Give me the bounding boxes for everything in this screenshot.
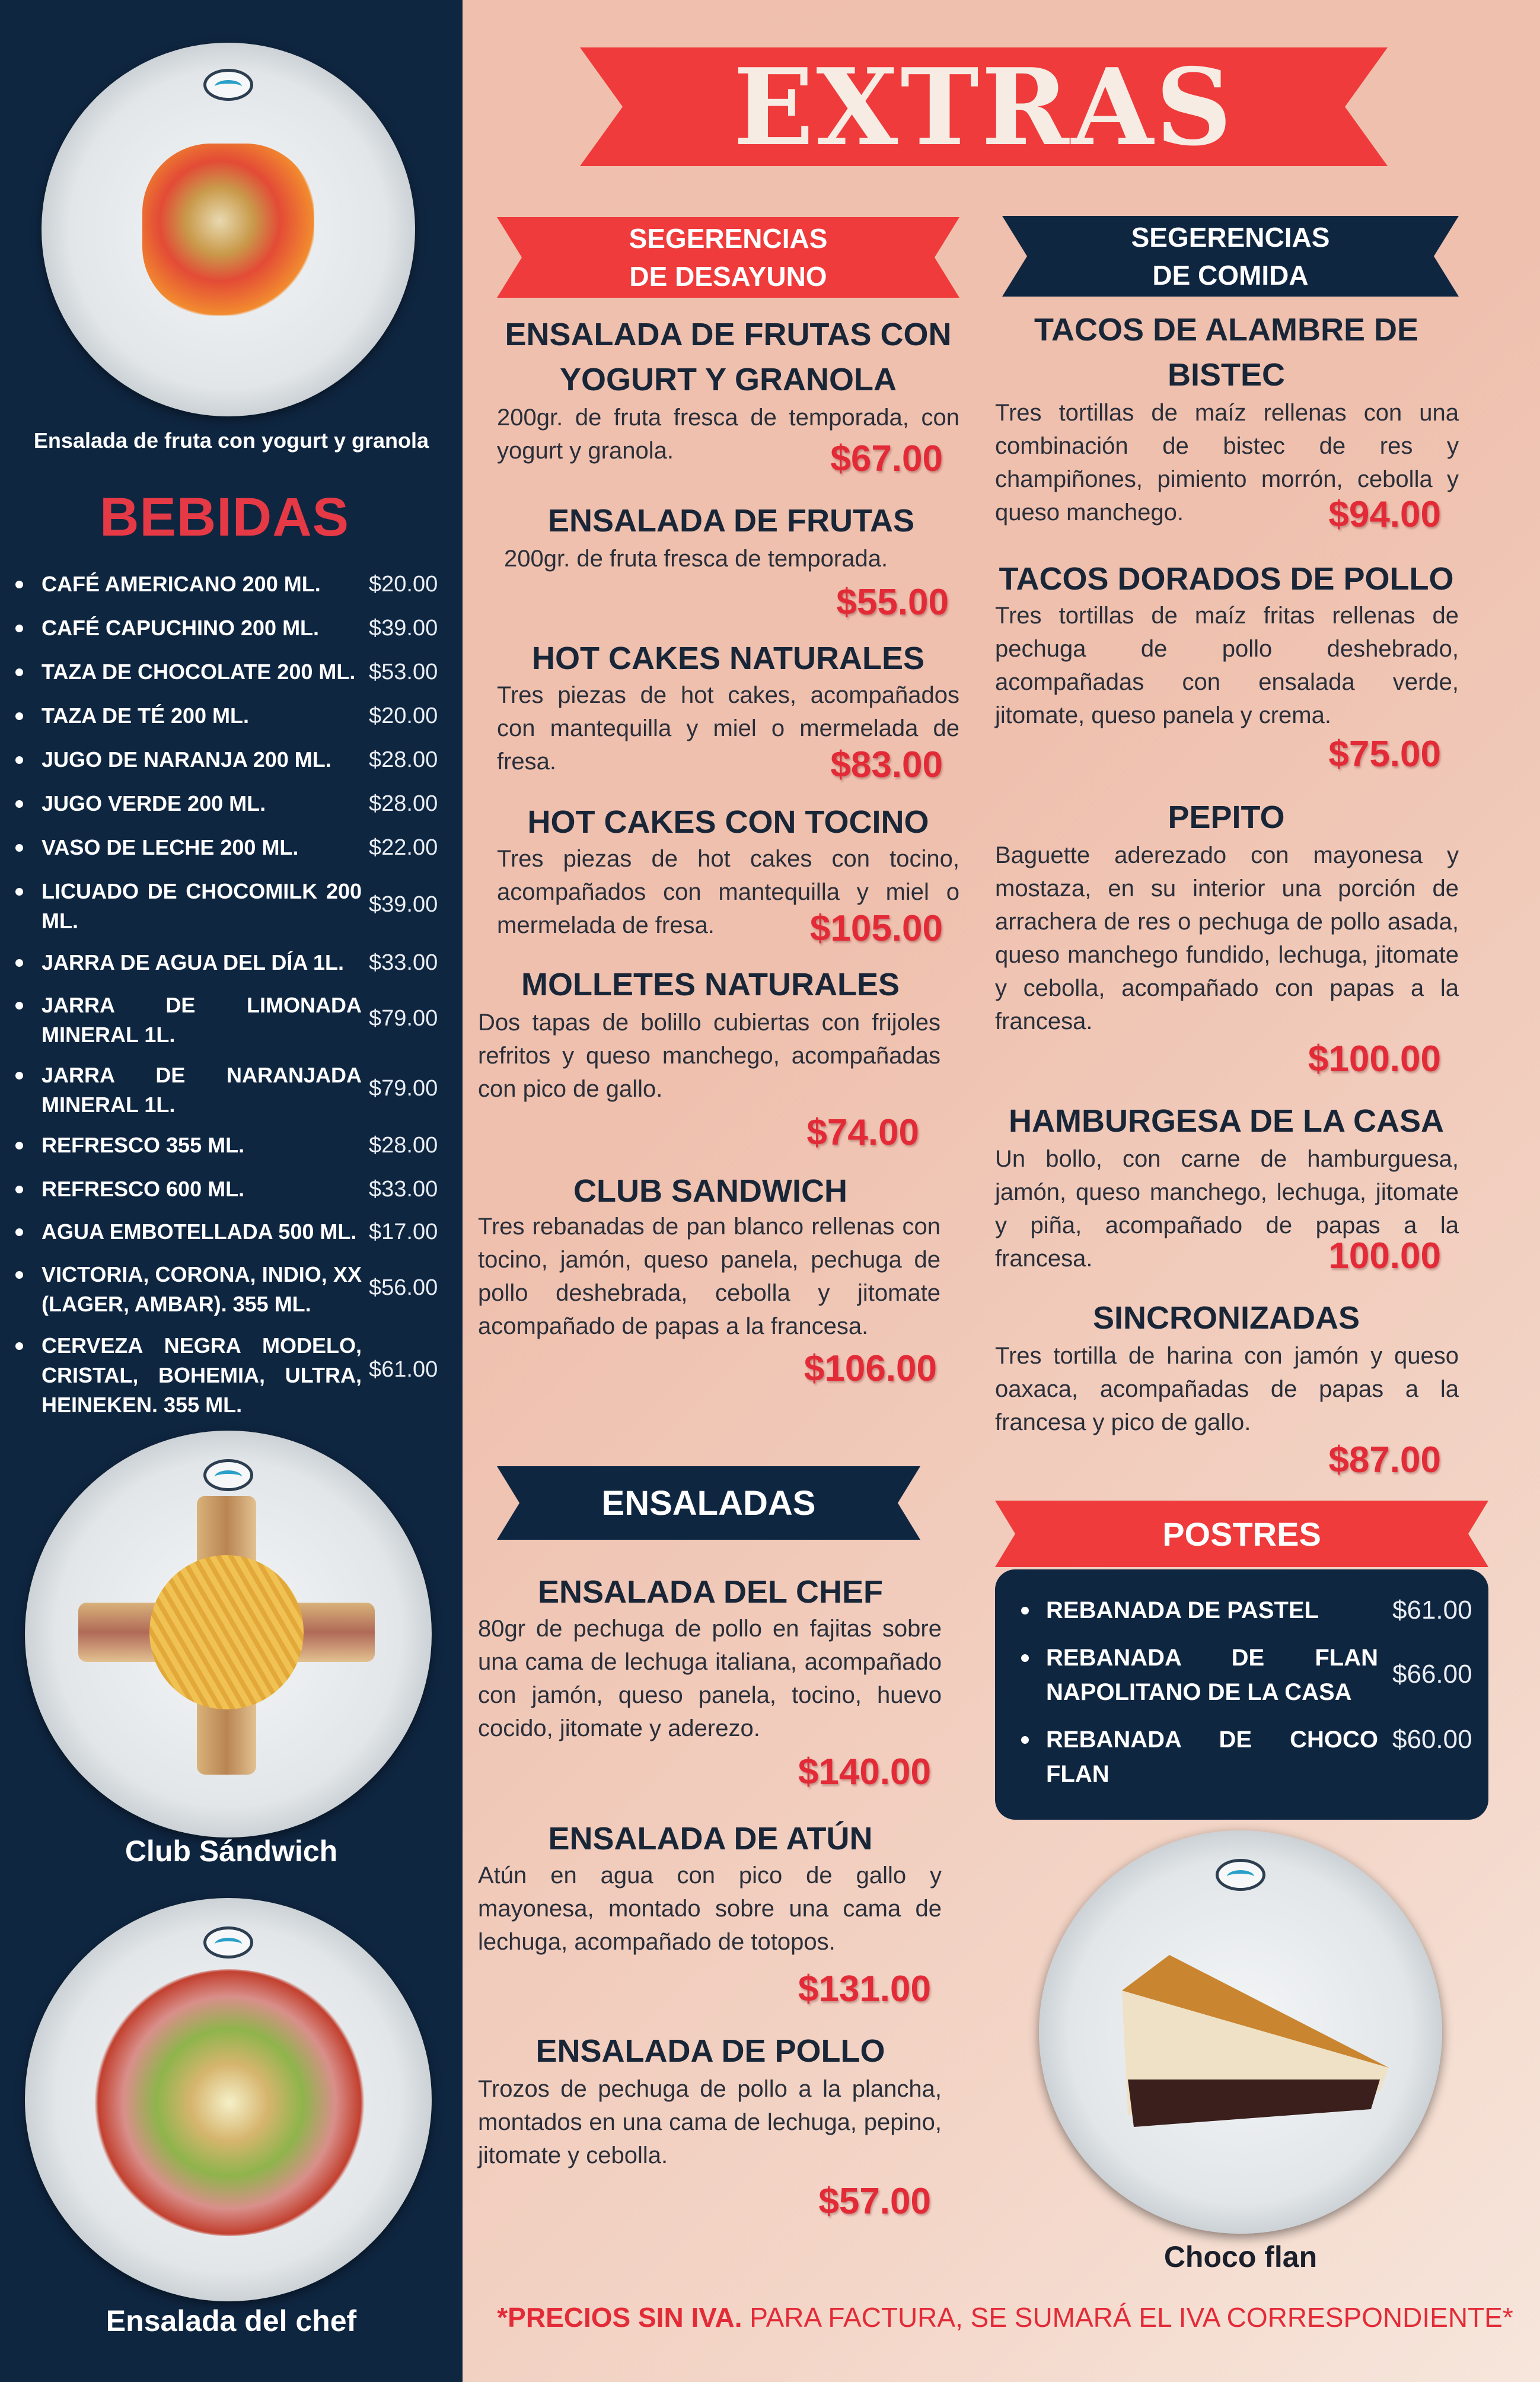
extras-banner [580,44,1388,169]
item-description: Tres tortillas de maíz rellenas con una combinación de bistec de res y champiñones, pimiento morrón, cebolla y queso manchego. [995,400,1459,526]
item-price: $94.00 [1328,494,1441,535]
item-price: $74.00 [806,1112,919,1153]
item-title: ENSALADA DE FRUTAS [548,503,914,539]
item-title: HOT CAKES NATURALES [531,641,924,676]
comida-banner [1002,216,1459,297]
item-title: SINCRONIZADAS [1092,1300,1360,1336]
item-price: $83.00 [830,744,943,785]
item-description: 80gr de pechuga de pollo en fajitas sobre una cama de lechuga italiana, acompañado con jamón, queso panela, tocino, huevo cocido, jitomate y aderezo. [478,1616,942,1741]
item-title: ENSALADA DE ATÚN [548,1821,873,1856]
ensaladas-banner [497,1466,920,1540]
item-price: $57.00 [818,2181,931,2222]
bebidas-heading: BEBIDAS [100,487,350,547]
item-price: $87.00 [1328,1440,1441,1480]
item-description: Trozos de pechuga de pollo a la plancha, montados en una cama de lechuga, pepino, jitomate y cebolla. [478,2076,942,2168]
item-price: $140.00 [798,1752,931,1792]
comida-banner-label: SEGERENCIAS DE COMIDA [1131,222,1330,291]
item-description: Tres tortilla de harina con jamón y queso oaxaca, acompañadas de papas a la francesa y pico de gallo. [995,1343,1459,1435]
item-title: HAMBURGESA DE LA CASA [1008,1103,1444,1139]
item-price: $106.00 [804,1348,937,1389]
desayuno-banner-label: SEGERENCIAS DE DESAYUNO [629,223,828,292]
item-price: $55.00 [836,582,949,623]
item-description: Un bollo, con carne de hamburguesa, jamón, queso manchego, lechuga, jitomate y piña, acompañado de papas a la francesa. [995,1146,1459,1272]
fruit-salad-photo [42,43,415,416]
restaurant-logo [203,1926,253,1959]
item-description: Tres piezas de hot cakes, acompañados con mantequilla y miel o mermelada de fresa. [497,682,959,775]
item-price: $100.00 [1308,1039,1441,1079]
item-description: Tres piezas de hot cakes con tocino, acompañados con mantequilla y miel o mermelada de fresa. [497,846,959,938]
item-description: Dos tapas de bolillo cubiertas con frijoles refritos y queso manchego, acompañadas con pico de gallo. [478,1010,940,1102]
item-price: $131.00 [798,1969,931,2010]
item-description: Baguette aderezado con mayonesa y mostaza, en su interior una porción de arrachera de res o pechuga de pollo asada, queso manchego fundido, lechuga, jitomate y cebolla, acompañado con papas a la francesa. [995,842,1459,1034]
choco-flan-caption: Choco flan [1163,2240,1318,2273]
chef-salad-photo [25,1898,432,2301]
item-price: $67.00 [830,438,943,479]
chef-salad-caption: Ensalada del chef [106,2304,357,2338]
page-title: EXTRAS [733,44,1235,169]
item-price: 100.00 [1328,1235,1441,1276]
item-price: $75.00 [1328,734,1441,775]
item-title: TACOS DORADOS DE POLLO [999,561,1454,597]
club-sandwich-photo [25,1431,432,1838]
item-title: HOT CAKES CON TOCINO [527,804,929,840]
tax-footnote [480,2301,1530,2333]
item-title: ENSALADA DE FRUTAS CON YOGURT Y GRANOLA [505,317,952,397]
left-sidebar: Ensalada de fruta con yogurt y granola BEBIDAS CAFÉ AMERICANO 200 ML. $20.00 CAFÉ CAPUCHINO 200 ML. $39.00 TAZA DE CHOCOLATE 200 ML. $53.00 TAZA DE TÉ 200 ML. $20.00 JUGO DE NARANJA 200 ML. $28.00 JUGO VERDE 200 ML. $28.00 VASO DE LECHE 200 ML. $22.00 LICUADO DE CHOCOMILK 200 ML. $39.00 JARRA DE AGUA DEL DÍA 1L. $33.00 JARRA DE LIMONADA MINERAL 1L. $79.00 JARRA DE NARANJADA MINERAL 1L. $79.00 REFRESCO 355 ML. $28.00 REFRESCO 600 ML. $33.00 AGUA EMBOTELLADA 500 ML. $17.00 VICTORIA, CORONA, INDIO, XX (LAGER, AMBAR). 355 ML. $56.00 CERVEZA NEGRA MODELO, CRISTAL, BOHEMIA, ULTRA, HEINEKEN. 355 ML. $61.00 Club Sándwich Ensalada del chef [0,0,463,2382]
item-price: $105.00 [809,908,943,949]
item-description: 200gr. de fruta fresca de temporada, con yogurt y granola. [497,405,959,464]
club-sandwich-caption: Club Sándwich [125,1835,338,1868]
item-title: PEPITO [1168,800,1285,835]
restaurant-logo [203,69,253,101]
item-description: Tres tortillas de maíz fritas rellenas de pechuga de pollo deshebrado, acompañadas con ensalada verde, jitomate, queso panela y crema. [995,603,1459,728]
postres-banner [995,1501,1488,1567]
item-description: 200gr. de fruta fresca de temporada. [504,546,888,572]
restaurant-logo [203,1459,253,1491]
choco-flan-photo [1039,1830,1442,2234]
fruit-salad-caption: Ensalada de fruta con yogurt y granola [33,428,429,453]
postres-list: REBANADA DE PASTEL $61.00 REBANADA DE FLAN NAPOLITANO DE LA CASA $66.00 REBANADA DE CHOCO FLAN $60.00 [995,1569,1488,1820]
tax-footnote-rest: PARA FACTURA, SE SUMARÁ EL IVA CORRESPONDIENTE* [742,2302,1513,2333]
item-title: MOLLETES NATURALES [521,967,900,1002]
flan-slice-shape [1039,1830,1442,2234]
postres-banner-label: POSTRES [1162,1515,1321,1553]
item-description: Atún en agua con pico de gallo y mayonesa, montado sobre una cama de lechuga, acompañado de totopos. [478,1862,942,1955]
item-title: ENSALADA DEL CHEF [537,1574,884,1610]
tax-footnote-bold: *PRECIOS SIN IVA. [497,2302,742,2333]
item-title: ENSALADA DE POLLO [535,2033,885,2069]
desayuno-banner [497,217,959,298]
item-title: TACOS DE ALAMBRE DE BISTEC [1034,312,1418,393]
item-title: CLUB SANDWICH [573,1173,847,1209]
item-description: Tres rebanadas de pan blanco rellenas con tocino, jamón, queso panela, pechuga de pollo deshebrada, cebolla y jitomate acompañado de papas a la francesa. [478,1214,940,1339]
ensaladas-banner-label: ENSALADAS [601,1483,816,1523]
